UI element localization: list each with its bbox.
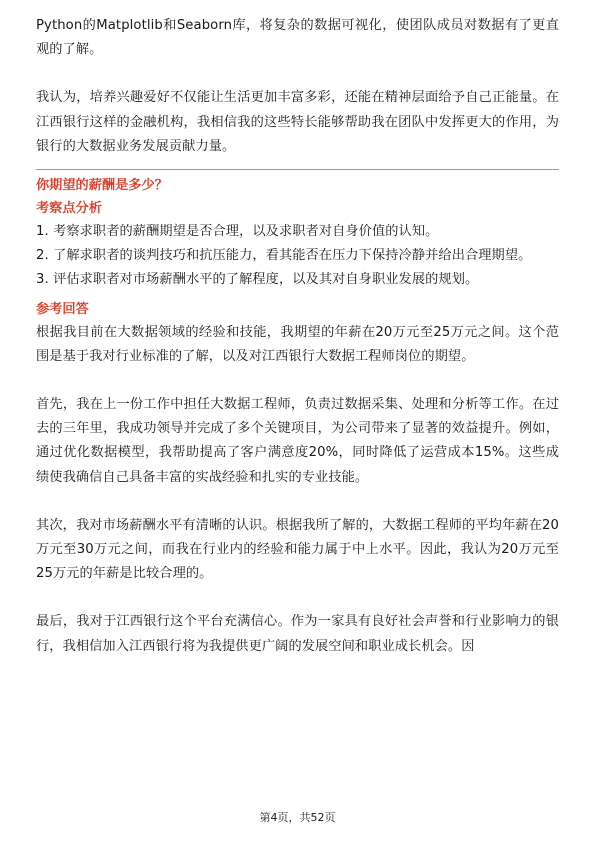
- analysis-item: 3. 评估求职者对市场薪酬水平的了解程度，以及其对自身职业发展的规划。: [36, 272, 479, 288]
- intro-paragraph: Python的Matplotlib和Seaborn库，将复杂的数据可视化，使团队成员对数据有了更直观的了解。: [36, 18, 559, 58]
- analysis-heading: 考察点分析: [36, 201, 102, 217]
- analysis-item: 2. 了解求职者的谈判技巧和抗压能力，看其能否在压力下保持冷静并给出合理期望。: [36, 248, 532, 264]
- analysis-item: 1. 考察求职者的薪酬期望是否合理，以及求职者对自身价值的认知。: [36, 224, 439, 240]
- paragraph-gap: [36, 62, 559, 86]
- answer-paragraph: 根据我目前在大数据领域的经验和技能，我期望的年薪在20万元至25万元之间。这个范围是基于我对行业标准的了解，以及对江西银行大数据工程师岗位的期望。: [36, 324, 559, 364]
- document-page: [36, 14, 559, 659]
- paragraph-gap: [36, 369, 559, 393]
- answer-heading: 参考回答: [36, 301, 89, 317]
- paragraph-gap: [36, 490, 559, 514]
- intro-paragraph: 我认为，培养兴趣爱好不仅能让生活更加丰富多彩，还能在精神层面给予自己正能量。在江西银行这样的金融机构，我相信我的这些特长能够帮助我在团队中发挥更大的作用，为银行的大数据业务发展贡献力量。: [36, 90, 559, 154]
- answer-paragraph: 其次，我对市场薪酬水平有清晰的认识。根据我所了解的，大数据工程师的平均年薪在20万元至30万元之间，而我在行业内的经验和能力属于中上水平。因此，我认为20万元至25万元的年薪是比较合理的。: [36, 517, 559, 582]
- paragraph-gap: [36, 586, 559, 610]
- page-number: 第4页，共52页: [259, 811, 336, 824]
- answer-paragraph: 最后，我对于江西银行这个平台充满信心。作为一家具有良好社会声誉和行业影响力的银行，我相信加入江西银行将为我提供更广阔的发展空间和职业成长机会。因: [36, 614, 559, 654]
- question-title: 你期望的薪酬是多少？: [36, 178, 168, 194]
- answer-paragraph: 首先，我在上一份工作中担任大数据工程师，负责过数据采集、处理和分析等工作。在过去的三年里，我成功领导并完成了多个关键项目，为公司带来了显著的效益提升。例如，通过优化数据模型，我帮助提高了客户满意度20%，同时降低了运营成本15%。这些成绩使我确信自己具备丰富的实战经验和扎实的专业技能。: [36, 397, 559, 485]
- section-divider: [36, 169, 559, 170]
